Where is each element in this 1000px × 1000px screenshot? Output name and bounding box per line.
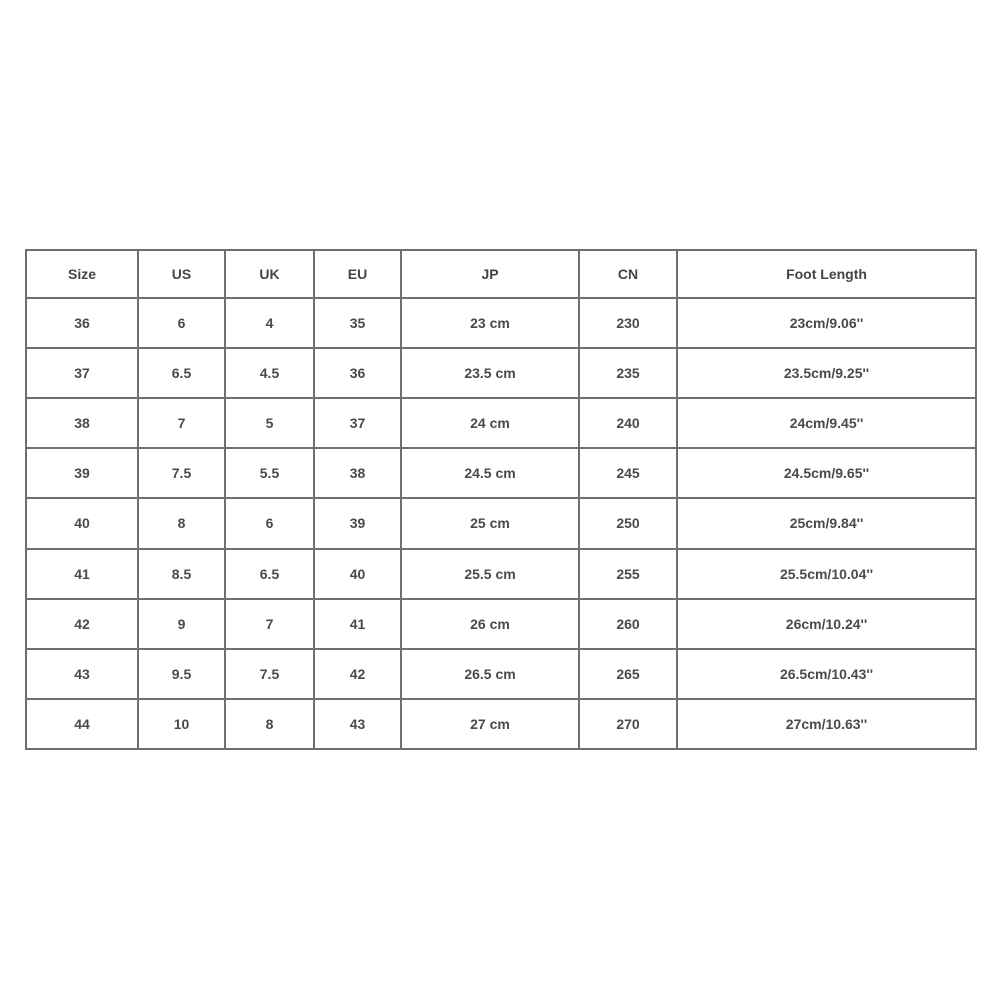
cell-eu: 36	[314, 348, 401, 398]
cell-eu: 37	[314, 398, 401, 448]
cell-jp: 24 cm	[401, 398, 579, 448]
cell-cn: 235	[579, 348, 677, 398]
cell-cn: 250	[579, 498, 677, 548]
cell-eu: 39	[314, 498, 401, 548]
cell-foot-length: 27cm/10.63''	[677, 699, 976, 749]
cell-cn: 255	[579, 549, 677, 599]
cell-jp: 26 cm	[401, 599, 579, 649]
cell-uk: 6	[225, 498, 314, 548]
cell-size: 40	[26, 498, 138, 548]
cell-eu: 35	[314, 298, 401, 348]
cell-us: 8.5	[138, 549, 225, 599]
cell-size: 44	[26, 699, 138, 749]
cell-foot-length: 23.5cm/9.25''	[677, 348, 976, 398]
cell-eu: 43	[314, 699, 401, 749]
cell-uk: 7	[225, 599, 314, 649]
cell-size: 36	[26, 298, 138, 348]
header-size: Size	[26, 250, 138, 298]
cell-uk: 6.5	[225, 549, 314, 599]
cell-cn: 265	[579, 649, 677, 699]
cell-eu: 41	[314, 599, 401, 649]
cell-us: 9.5	[138, 649, 225, 699]
cell-foot-length: 24.5cm/9.65''	[677, 448, 976, 498]
cell-us: 7.5	[138, 448, 225, 498]
cell-size: 37	[26, 348, 138, 398]
cell-size: 43	[26, 649, 138, 699]
header-jp: JP	[401, 250, 579, 298]
cell-size: 39	[26, 448, 138, 498]
header-cn: CN	[579, 250, 677, 298]
table-row	[26, 398, 976, 448]
cell-size: 42	[26, 599, 138, 649]
table-row	[26, 649, 976, 699]
table-row	[26, 699, 976, 749]
header-row	[26, 250, 976, 298]
header-foot-length: Foot Length	[677, 250, 976, 298]
table-row	[26, 348, 976, 398]
cell-us: 7	[138, 398, 225, 448]
cell-uk: 4	[225, 298, 314, 348]
cell-foot-length: 26cm/10.24''	[677, 599, 976, 649]
cell-eu: 42	[314, 649, 401, 699]
cell-cn: 245	[579, 448, 677, 498]
cell-foot-length: 24cm/9.45''	[677, 398, 976, 448]
cell-jp: 25 cm	[401, 498, 579, 548]
cell-jp: 24.5 cm	[401, 448, 579, 498]
cell-uk: 7.5	[225, 649, 314, 699]
cell-foot-length: 25cm/9.84''	[677, 498, 976, 548]
cell-jp: 26.5 cm	[401, 649, 579, 699]
cell-jp: 27 cm	[401, 699, 579, 749]
table-row	[26, 599, 976, 649]
cell-jp: 25.5 cm	[401, 549, 579, 599]
table-row	[26, 448, 976, 498]
table-row	[26, 498, 976, 548]
table-row	[26, 298, 976, 348]
cell-us: 9	[138, 599, 225, 649]
cell-us: 10	[138, 699, 225, 749]
cell-us: 6	[138, 298, 225, 348]
cell-uk: 4.5	[225, 348, 314, 398]
cell-uk: 8	[225, 699, 314, 749]
cell-size: 38	[26, 398, 138, 448]
cell-jp: 23.5 cm	[401, 348, 579, 398]
cell-cn: 230	[579, 298, 677, 348]
cell-foot-length: 23cm/9.06''	[677, 298, 976, 348]
header-eu: EU	[314, 250, 401, 298]
cell-uk: 5	[225, 398, 314, 448]
cell-foot-length: 26.5cm/10.43''	[677, 649, 976, 699]
cell-uk: 5.5	[225, 448, 314, 498]
cell-us: 6.5	[138, 348, 225, 398]
cell-foot-length: 25.5cm/10.04''	[677, 549, 976, 599]
cell-size: 41	[26, 549, 138, 599]
cell-jp: 23 cm	[401, 298, 579, 348]
header-us: US	[138, 250, 225, 298]
header-uk: UK	[225, 250, 314, 298]
cell-us: 8	[138, 498, 225, 548]
cell-cn: 240	[579, 398, 677, 448]
table-row	[26, 549, 976, 599]
cell-cn: 270	[579, 699, 677, 749]
size-chart-table	[25, 249, 977, 750]
cell-eu: 38	[314, 448, 401, 498]
cell-cn: 260	[579, 599, 677, 649]
cell-eu: 40	[314, 549, 401, 599]
